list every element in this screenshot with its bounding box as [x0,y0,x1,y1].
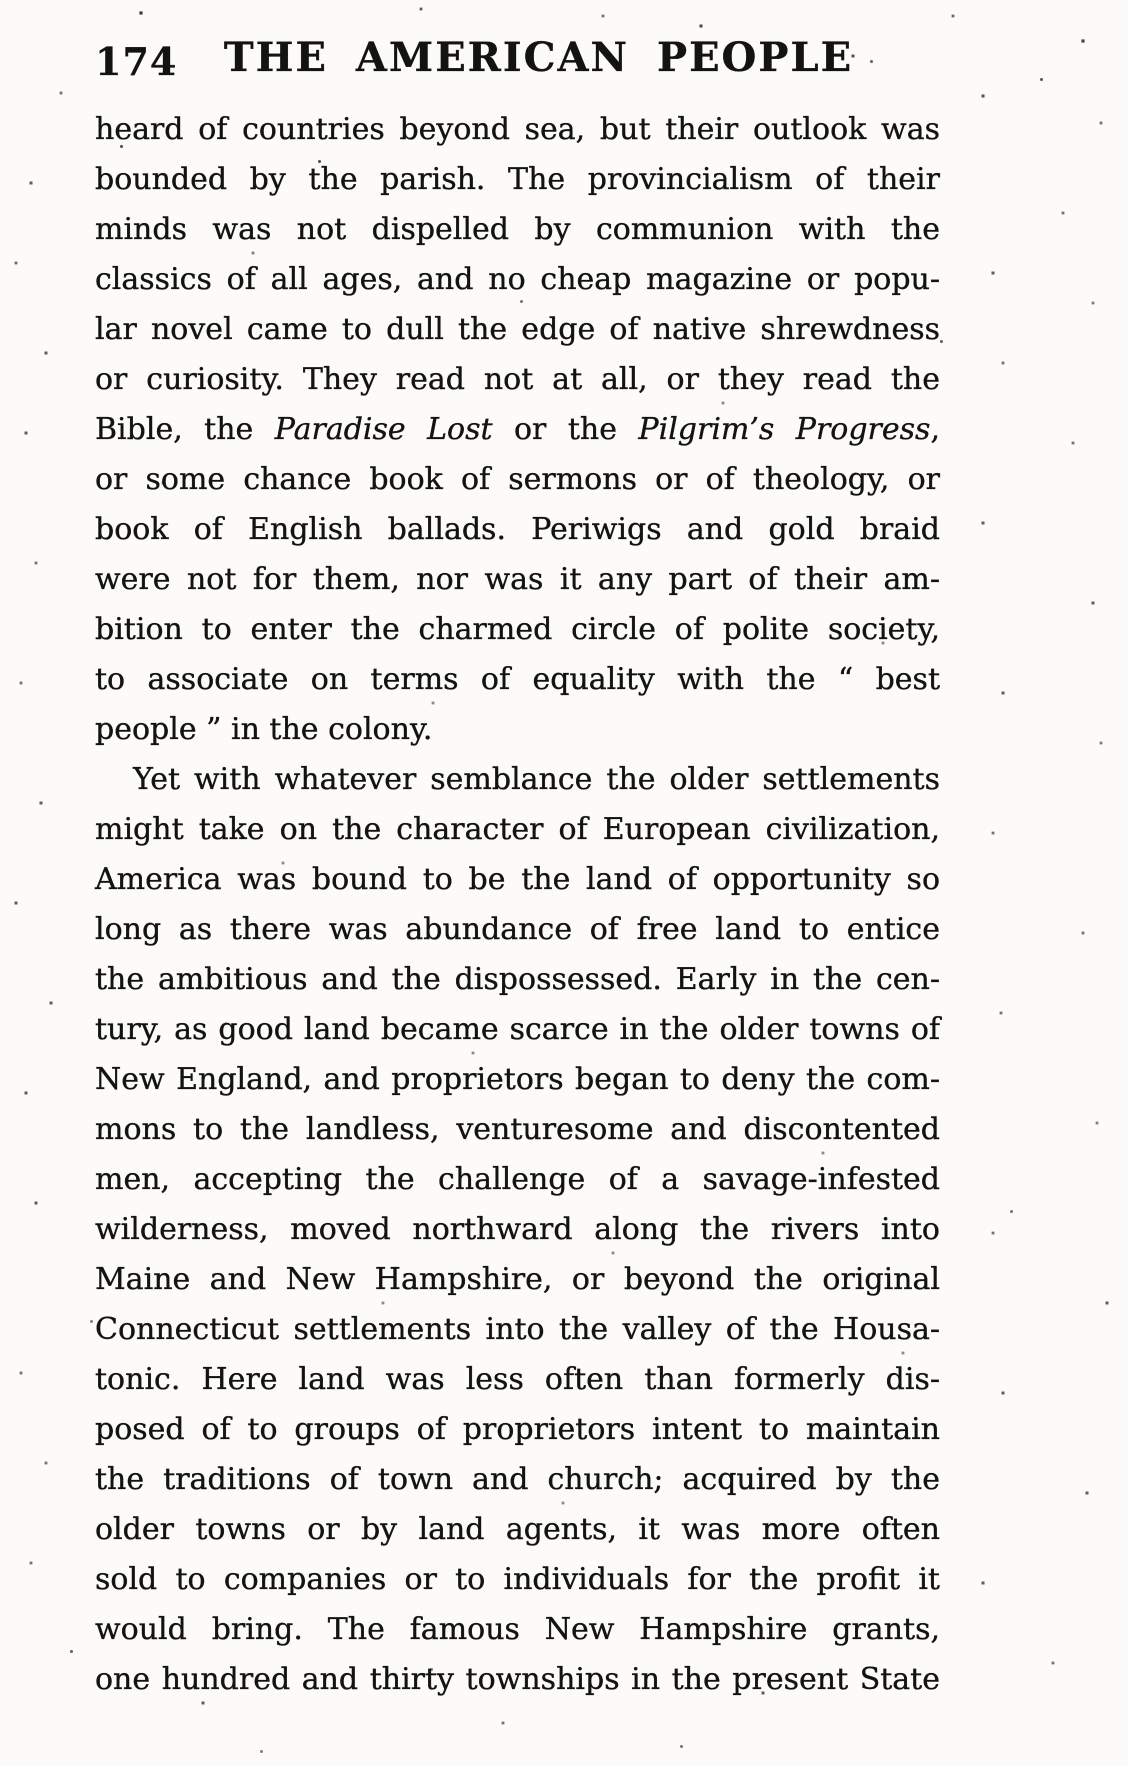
text-segment: posed of to groups of proprietors intent to maintain [95,1412,940,1447]
text-segment: sold to companies or to individuals for the profit it [95,1562,940,1597]
scan-noise [0,0,1,1]
text-segment: to associate on terms of equality with the “ best [95,662,940,697]
text-line [95,905,940,955]
text-segment: or some chance book of sermons or of theology, or [95,462,940,497]
text-segment: people ” in the colony. [95,712,433,747]
text-segment: long as there was abundance of free land to entice [95,912,940,947]
text-segment: New England, and proprietors began to deny the com- [95,1062,940,1097]
text-line [95,1605,940,1655]
text-segment: Connecticut settlements into the valley of the Housa- [95,1312,940,1347]
text-line [95,1005,940,1055]
text-line [95,655,940,705]
text-segment: the ambitious and the dispossessed. Early in the cen- [95,962,940,997]
text-segment: mons to the landless, venturesome and discontented [95,1112,940,1147]
text-line [95,1505,940,1555]
text-segment: or the [492,412,639,447]
text-line [95,155,940,205]
italic-book-title: Pilgrim’s Progress [638,412,931,447]
text-line [95,1055,940,1105]
text-segment: tury, as good land became scarce in the older towns of [95,1012,940,1047]
text-segment: bounded by the parish. The provincialism of their [95,162,940,197]
page-body [95,105,940,1705]
text-line [95,1105,940,1155]
text-line [95,405,940,455]
text-segment: lar novel came to dull the edge of native shrewdness [95,312,940,347]
text-segment: Yet with whatever semblance the older settlements [133,762,940,797]
text-line [95,1355,940,1405]
text-segment: , [930,412,940,447]
text-segment: were not for them, nor was it any part of their am- [95,562,940,597]
text-segment: would bring. The famous New Hampshire grants, [95,1612,940,1647]
text-line [95,305,940,355]
text-line [95,855,940,905]
text-line [95,1255,940,1305]
text-segment: minds was not dispelled by communion with the [95,212,940,247]
text-segment: men, accepting the challenge of a savage-infested [95,1162,940,1197]
text-line [95,555,940,605]
text-line [95,255,940,305]
text-segment: the traditions of town and church; acquired by the [95,1462,940,1497]
text-segment: heard of countries beyond sea, but their outlook was [95,112,940,147]
text-line [95,705,940,755]
page-number: 174 [95,39,178,84]
italic-book-title: Paradise Lost [274,412,493,447]
text-segment: wilderness, moved northward along the rivers into [95,1212,940,1247]
text-segment: classics of all ages, and no cheap magazine or popu- [95,262,940,297]
text-line [95,455,940,505]
text-line [95,955,940,1005]
text-line [95,205,940,255]
running-head [95,34,940,86]
text-segment: Bible, the [95,412,275,447]
text-segment: bition to enter the charmed circle of polite society, [95,612,940,647]
text-line [95,1455,940,1505]
text-line [95,1205,940,1255]
text-line [95,605,940,655]
text-segment: book of English ballads. Periwigs and gold braid [95,512,940,547]
text-line [95,1405,940,1455]
text-segment: or curiosity. They read not at all, or they read the [95,362,940,397]
text-line [95,1555,940,1605]
text-line [95,1305,940,1355]
text-line [95,505,940,555]
text-segment: one hundred and thirty townships in the present State [95,1662,940,1697]
text-segment: might take on the character of European civilization, [95,812,940,847]
text-line [95,105,940,155]
text-line [95,805,940,855]
text-line [95,1155,940,1205]
text-segment: Maine and New Hampshire, or beyond the original [95,1262,940,1297]
text-segment: America was bound to be the land of opportunity so [95,862,940,897]
text-line [95,1655,940,1705]
text-line [95,355,940,405]
text-segment: older towns or by land agents, it was more often [95,1512,940,1547]
text-segment: tonic. Here land was less often than formerly dis- [95,1362,940,1397]
text-line [95,755,940,805]
running-title: THE AMERICAN PEOPLE [223,34,854,81]
